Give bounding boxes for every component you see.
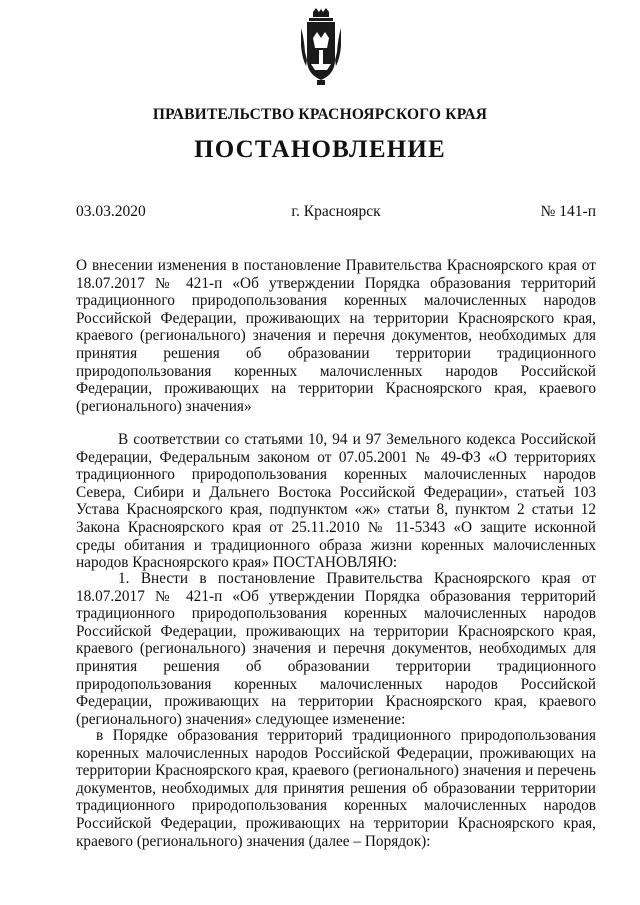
item-1-detail-paragraph: в Порядке образования территорий традиционного природопользования коренных малочисленных народов Российской Федерации, проживающих на территории Красноярского края, краевого (регионального) значения и перечень документов, необходимых для принятия решения об образовании территории традиционного природопользования коренных малочисленных народов Российской Федерации, проживающих на территории Красноярского края, краевого (регионального) значения (далее – Порядок): [76, 727, 596, 850]
document-meta-row [76, 203, 596, 223]
document-subject: О внесении изменения в постановление Правительства Красноярского края от 18.07.2017 № 421-п «Об утверждении Порядка образования территорий традиционного природопользования коренных малочисленных народов Российской Федерации, проживающих на территории Красноярского края, краевого (регионального) значения и перечня документов, необходимых для принятия решения об образовании территории традиционного природопользования коренных малочисленных народов Российской Федерации, проживающих на территории Красноярского края, краевого (регионального) значения» [76, 257, 596, 415]
document-date: 03.03.2020 [76, 203, 146, 220]
item-1-paragraph: 1. Внести в постановление Правительства Красноярского края от 18.07.2017 № 421-п «Об утверждении Порядка образования территорий традиционного природопользования коренных малочисленных народов Российской Федерации, проживающих на территории Красноярского края, краевого (регионального) значения и перечня документов, необходимых для принятия решения об образовании территории традиционного природопользования коренных малочисленных народов Российской Федерации, проживающих на территории Красноярского края, краевого (регионального) значения» следующее изменение: [76, 570, 596, 728]
document-type-title: ПОСТАНОВЛЕНИЕ [194, 136, 446, 163]
preamble-paragraph: В соответствии со статьями 10, 94 и 97 Земельного кодекса Российской Федерации, Федеральным законом от 07.05.2001 № 49-ФЗ «О территориях традиционного природопользования коренных малочисленных народов Севера, Сибири и Дальнего Востока Российской Федерации», статьей 103 Устава Красноярского края, подпунктом «ж» статьи 8, пунктом 2 статьи 12 Закона Красноярского края от 25.11.2010 № 11-5343 «О защите исконной среды обитания и традиционного образа жизни коренных малочисленных народов Красноярского края» ПОСТАНОВЛЯЮ: [76, 431, 596, 572]
organization-name: ПРАВИТЕЛЬСТВО КРАСНОЯРСКОГО КРАЯ [152, 106, 488, 123]
document-city: г. Красноярск [291, 203, 381, 220]
document-number: № 141-п [540, 203, 596, 220]
krasnoyarsk-coat-of-arms-icon [299, 8, 343, 86]
